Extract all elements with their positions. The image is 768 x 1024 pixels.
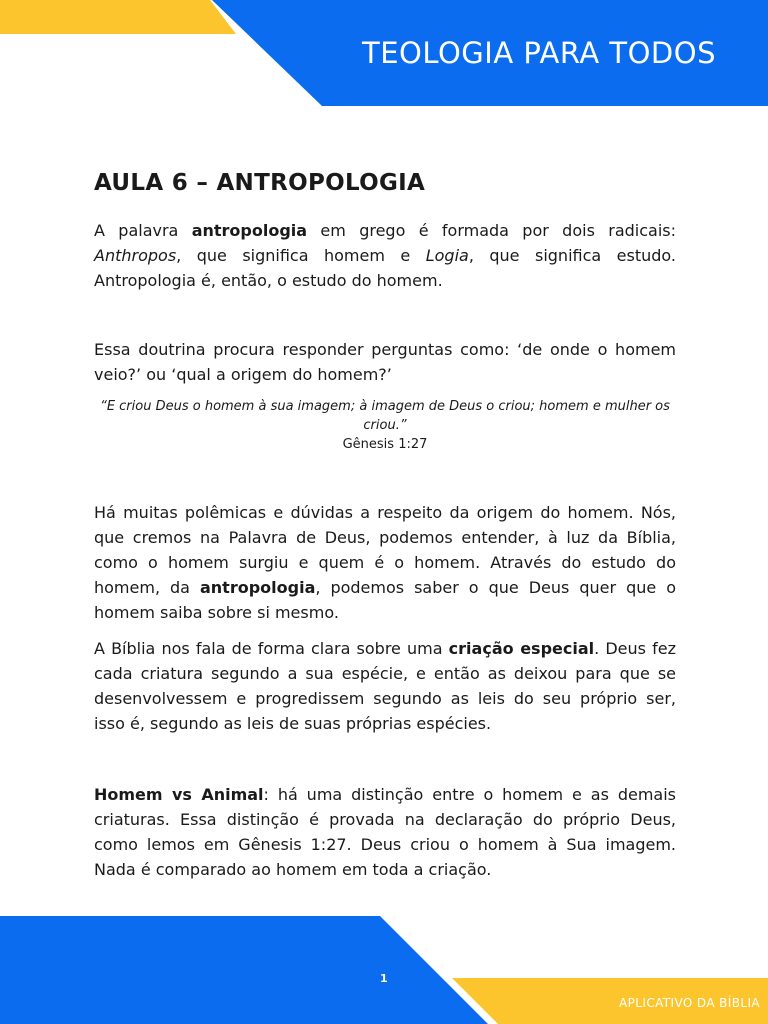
bold-term: criação especial — [448, 639, 595, 658]
text: . Deus fez cada criatura segundo a sua espécie, e então as deixou para que se desenvolvessem e progredissem segundo as leis do seu próprio ser, isso é, segundo as leis de suas próprias espécies. — [94, 639, 676, 733]
italic-term: Anthropos — [94, 246, 177, 265]
text: , que significa homem e — [176, 246, 426, 265]
text: Há muitas polêmicas e dúvidas a respeito da origem do homem. Nós, que cremos na Palavra de Deus, podemos entender, à luz da Bíblia, como o homem surgiu e quem é o homem. Através do estudo do homem, da — [94, 503, 676, 597]
footer-label: APLICATIVO DA BÍBLIA — [619, 996, 760, 1010]
bold-term: antropologia — [191, 221, 308, 240]
text: , que significa estudo. Antropologia é, então, o estudo do homem. — [94, 246, 677, 290]
text: , podemos saber o que Deus quer que o homem saiba sobre si mesmo. — [94, 578, 676, 622]
header-title: TEOLOGIA PARA TODOS — [361, 36, 716, 70]
text: A Bíblia nos fala de forma clara sobre uma — [94, 639, 449, 658]
paragraph-special-creation — [94, 636, 676, 736]
page-number: 1 — [380, 972, 388, 985]
lesson-title: AULA 6 – ANTROPOLOGIA — [94, 170, 426, 196]
text: A palavra — [94, 221, 192, 240]
footer-blue-band — [0, 916, 488, 1024]
italic-term: Logia — [425, 246, 469, 265]
bible-quote-reference: Gênesis 1:27 — [342, 437, 428, 452]
text: : há uma distinção entre o homem e as demais criaturas. Essa distinção é provada na declaração do próprio Deus, como lemos em Gênesis 1:27. Deus criou o homem à Sua imagem. Nada é comparado ao homem em toda a criação. — [94, 785, 676, 879]
paragraph-origin — [94, 500, 676, 625]
paragraph-man-vs-animal — [94, 782, 676, 882]
lesson-content — [94, 170, 676, 882]
text: em grego é formada por dois radicais: — [307, 221, 677, 240]
bold-term: antropologia — [199, 578, 316, 597]
paragraph-definition — [94, 218, 676, 293]
bible-quote: “E criou Deus o homem à sua imagem; à imagem de Deus o criou; homem e mulher os criou.” — [100, 399, 670, 433]
header-yellow-stripe — [0, 0, 236, 34]
bold-term: Homem vs Animal — [94, 785, 264, 804]
paragraph-questions: Essa doutrina procura responder perguntas como: ‘de onde o homem veio?’ ou ‘qual a origem do homem?’ — [94, 340, 676, 384]
